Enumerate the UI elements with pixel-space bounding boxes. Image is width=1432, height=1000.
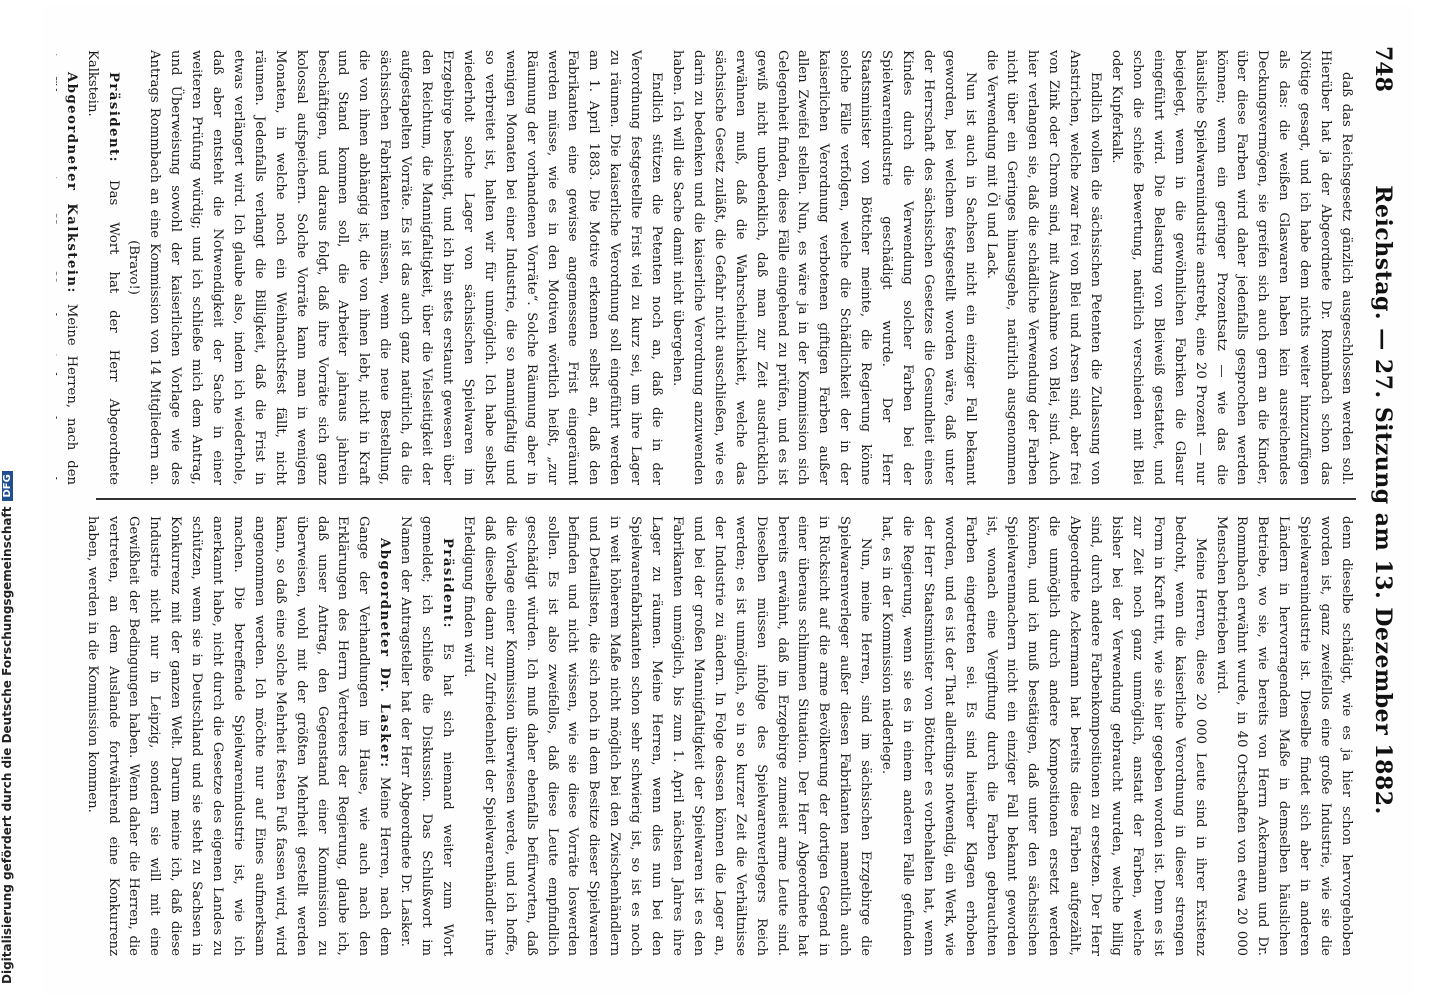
running-title: Reichstag. — 27. Sitzung am 13. Dezember 1882. (1370, 185, 1396, 815)
paragraph (666, 50, 980, 485)
paragraph (1210, 516, 1356, 956)
digitization-credit-text: Digitalisierung gefördert durch die Deutsche Forschungsgemeinschaft (0, 506, 14, 984)
paragraph-text: Endlich wollen die sächsischen Petenten die Zulassung von Anstrichen, welche zwar frei von Blei und Arsen sind, aber frei von Zink oder Chrom sind, mit Ausnahme von Blei, sind. Auch hier verlangen sie, daß die schädliche Verwendung der Farben nicht über ein Geringes hinausgehe, natürlich ausgenommen die Verwendung mit Öl und Lack. (983, 50, 1104, 485)
speaker-name: Präsident: (105, 72, 121, 164)
paragraph (56, 50, 81, 485)
column-divider (96, 498, 1356, 500)
paragraph-text: Nun ist auch in Sachsen nicht ein einziger Fall bekannt geworden, bei welchem festgestellt worden wäre, daß unter der Herrschaft des sächsischen Gesetzes die Gesundheit eines Kindes durch die Verwendung solcher Farben bei der Spielwarenindustrie geschädigt wurde. Der Herr Staatsminister von Böttcher meinte, die Regierung könne solche Fälle verfolgen, welche die Schädlichkeit der in der kaiserlichen Verordnung verbotenen giftigen Farben außer allen Zweifel stellen. Nun, es wäre ja in der Kommission sich Gelegenheit finden, diese Fälle eingehend zu prüfen, und es ist gewiß nicht unbedenklich, daß man zur Zeit ausdrücklich erwähnen muß, daß die Wahrscheinlichkeit, welche das sächsische Gesetz zuläßt, die Gefahr nicht ausschließen, wie es darin zu bedenken und die kaiserliche Verordnung anzuwenden haben. Ich will die Sache damit nicht übergehen. (670, 50, 978, 485)
paragraph (1105, 50, 1356, 485)
paragraph (980, 50, 1105, 485)
paragraph (394, 516, 457, 956)
speaker-name: Abgeordneter Kalkstein: (63, 72, 79, 294)
paragraph-text: Meine Herren, diese 20 000 Leute sind in ihrer Existenz bedroht, wenn die kaiserliche Verordnung in dieser strengen Form in Kraft tritt, wie sie hier gegeben worden ist. Denn es ist zur Zeit noch ganz unmöglich, anstatt der Farben, welche bisher bei der Verwendung gebraucht wurden, welche billig sind, durch andere Farbenkompositionen zu ersetzen. Der Herr Abgeordnete Ackermann hat bereits diese Farben aufgezählt, die unmöglich durch andere Kompositionen ersetzt werden können, und ich muß bestätigen, daß unter den sächsischen Spielwarenmachern nicht ein einziger Fall bekannt geworden ist, wonach eine Vergiftung durch die Farben gebrauchten Farben eingetreten sei. Es sind hierüber Klagen erhoben worden, und es ist der That allerdings notwendig, ein Werk, wie der Herr Staatsminister von Böttcher es vorbehalten hat, wenn die Regierung, wenn sie es in einem anderen Falle gefunden hat, es in der Kommission niederlege. (879, 516, 1208, 956)
page-header (1366, 46, 1396, 954)
paragraph-text: daß das Reichsgesetz gänzlich ausgeschlossen werden soll. Hierüber hat ja der Abgeordnete Dr. Rommbach schon das Nötige gesagt, und ich habe dem nichts weiter hinzuzufügen als das: die weißen Glaswaren haben kein ausreichendes Deckungsvermögen, sie greifen sich auch gern an die Kinder, über diese Farben wird daher jedenfalls gesprochen werden können; wenn ein geringer Prozentsatz — wie das die häusliche Spielwarenindustrie anstrebt, eine 20 Prozent — nur beigelegt, wenn in die gewöhnlichen Fabriken die Glasur eingeführt wird. Die Belastung von Bleiweiß gestattet, und schon die schiefe Bewertung, natürlich verschieden mit Blei oder Kupferkalk. (1109, 50, 1354, 485)
paragraph (123, 50, 144, 485)
right-text-column (56, 516, 1356, 956)
paragraph-text: Meine Herren, nach dem Gange der Verhandlungen im Hause, wie auch nach den Erklärungen des Herrn Vertreters der Regierung, glaube ich, daß unser Antrag, den Gegenstand einer Kommission zu überweisen, wohl mit der größten Mehrheit gestellt werden kann, so daß eine solche Mehrheit festen Fuß fassen wird, wird angenommen werden. Ich möchte nur auf Eines aufmerksam machen. Die betreffende Spielwarenindustrie ist, wie ich anerkannt habe, nicht durch die Gesetze des eigenen Landes zu schützen, wenn sie in Deutschland und sie steht zu Sachsen in Konkurrenz mit der ganzen Welt. Darum meine ich, daß diese Industrie nicht nur in Leipzig, sondern sie will mit eine Gewißheit der Bedingungen haben. Wenn daher die Herren, die vertreten, an dem Auslande fortwährend eine Konkurrenz haben, werden in die Kommission kommen. (84, 516, 393, 956)
paragraph-text: Das Wort hat der Herr Abgeordnete Kalkstein. (84, 50, 121, 485)
speaker-name: Abgeordneter Dr. Lasker: (377, 538, 393, 769)
paragraph-text: (Bravo!) (126, 240, 142, 295)
paragraph-text: Meine Herren, nach den (63, 303, 79, 485)
paragraph-text: Es hat sich niemand weiter zum Wort gemeldet; ich schließe die Diskussion. Das Schlußwort im Namen der Antragsteller hat der Herr Abgeordnete Dr. Lasker. (398, 516, 456, 956)
document-page (42, 6, 1414, 994)
paragraph (81, 516, 395, 956)
paragraph (143, 50, 666, 485)
paragraph-text: denn dieselbe schädigt, wie es ja hier schon hervorgehoben worden ist, ganz zweifellos eine große Industrie, wie sie die Spielwarenindustrie ist. Dieselbe findet sich aber in anderen Ländern in hervorragendem Maße in demselben häuslichen Betriebe, wo sie, wie bereits von Herrn Ackermann und Dr. Rommbach erwähnt wurde, in 40 Ortschaften von etwa 20 000 Menschen betrieben wird. (1213, 516, 1354, 956)
paragraph (875, 516, 1210, 956)
paragraph (81, 50, 123, 485)
digitization-credit (0, 0, 14, 984)
paragraph (457, 516, 875, 956)
dfg-logo: DFG (2, 471, 13, 500)
paragraph-text: Endlich stützen die Petenten noch an, daß die in der Verordnung festgestellte Frist viel zu kurz sei, um ihre Lager zu räumen. Die kaiserliche Verordnung soll eingeführt werden am 1. April 1883. Die Motive erkennen selbst an, daß den Fabrikanten eine gewisse angemessene Frist eingeräumt werden müsse, wie es in den Motiven wörtlich heißt, „zur Räumung der vorhandenen Vorräte“. Solche Räumung aber in wenigen Monaten bei einer Industrie, die so mannigfaltig und so verbreitet ist, halten wir für unmöglich. Ich habe selbst wiederholt solche Lager von sächsischen Spielwaren im Erzgebirge besichtigt, und ich bin stets erstaunt gewesen über den Reichtum, die Mannigfaltigkeit, über die Vielseitigkeit der aufgestapelten Vorräte. Es ist das auch ganz natürlich, da die sächsischen Fabrikanten müssen, wenn die neue Bestellung, die von ihnen abhängig ist, die von ihnen lebt, nicht in Kraft und Stand kommen soll, die Arbeiter jahraus jahrein beschäftigen, und daraus folgt, daß ihre Vorräte sich ganz kolossal aufspeichern. Solche Vorräte kann man in wenigen Monaten, in welche noch ein Weihnachtsfest fällt, nicht räumen. Jedenfalls verlangt die Billigkeit, daß die Frist in etwas verlängert wird. Ich glaube also, indem ich wiederhole, daß aber entsteht die Notwendigkeit der Sache in einer weiteren Prüfung würdig; und ich schließe mich dem Antrag, und Überweisung sowohl der kaiserlichen Vorlage wie des Antrags Rommbach an eine Kommission von 14 Mitgliedern an. (147, 50, 665, 485)
paragraph-text: Nun, meine Herren, sind im sächsischen Erzgebirge die Spielwarenverleger außer diesen Fabrikanten namentlich auch in Rücksicht auf die arme Bevölkerung der dortigen Gegend in einer überaus schlimmen Situation. Der Herr Abgeordnete hat bereits erwähnt, daß im Erzgebirge zumeist arme Leute sind. Dieselben müssen infolge des Spielwarenverlegers Reich werden; es ist unmöglich, so in so kurzer Zeit die Verhältnisse der Industrie zu ändern. In Folge dessen können die Lager an, und bei der großen Mannigfaltigkeit der Spielwaren ist es den Fabrikanten unmöglich, bis zum 1. April nächsten Jahres ihre Lager zu räumen. Meine Herren, wenn dies nun bei den Spielwarenfabrikanten schon sehr schwierig ist, so ist es noch in weit höherem Maße nicht möglich bei den Zwischenhändlern und Detaillisten, die sich noch in dem Besitze dieser Spielwaren befinden und nicht wissen, wie sie diese Vorräte loswerden sollen. Es ist also zweifellos, daß diese Leute empfindlich geschädigt würden. Ich muß daher ebenfalls befürworten, daß die Vorlage einer Kommission überwiesen werde, und ich hoffe, daß dieselbe dann zur Zufriedenheit der Spielwarenhändler ihre Erledigung finden wird. (460, 516, 874, 956)
left-text-column (56, 50, 1356, 485)
page-number: 748 (1370, 46, 1396, 92)
speaker-name: Präsident: (440, 538, 456, 630)
